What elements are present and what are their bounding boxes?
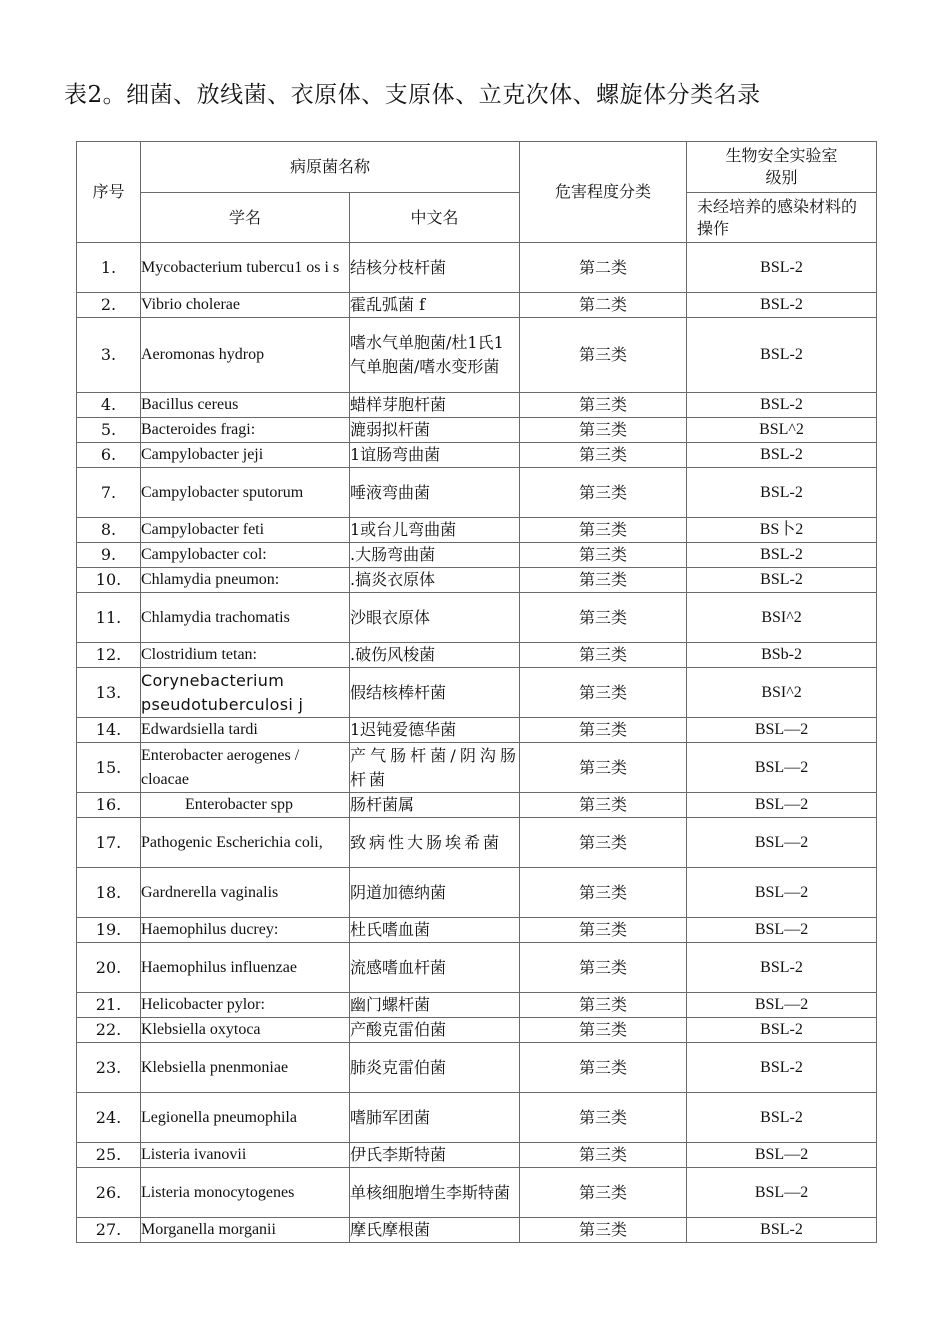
row-number: 22.: [77, 1018, 141, 1043]
chinese-name: 假结核棒杆菌: [350, 668, 520, 718]
biosafety-level: BSI^2: [687, 593, 877, 643]
biosafety-level: BSL-2: [687, 943, 877, 993]
chinese-name: 单核细胞增生李斯特菌: [350, 1168, 520, 1218]
header-biosafety-text: 生物安全实验室级别: [725, 146, 838, 187]
chinese-name: 产酸克雷伯菌: [350, 1018, 520, 1043]
biosafety-level: BSL-2: [687, 393, 877, 418]
chinese-name: 1谊肠弯曲菌: [350, 443, 520, 468]
hazard-class: 第三类: [520, 1143, 687, 1168]
biosafety-level: BSL-2: [687, 543, 877, 568]
row-number: 26.: [77, 1168, 141, 1218]
row-number: 6.: [77, 443, 141, 468]
header-biosafety: [687, 142, 877, 193]
scientific-name: Edwardsiella tardi: [141, 718, 350, 743]
hazard-class: 第三类: [520, 1168, 687, 1218]
biosafety-level: BSb-2: [687, 643, 877, 668]
table-row: [77, 743, 877, 793]
row-number: 18.: [77, 868, 141, 918]
table-row: [77, 668, 877, 718]
row-number: 7.: [77, 468, 141, 518]
row-number: 5.: [77, 418, 141, 443]
scientific-name: Legionella pneumophila: [141, 1093, 350, 1143]
scientific-name: Enterobacter aerogenes / cloacae: [141, 743, 350, 793]
hazard-class: 第二类: [520, 243, 687, 293]
chinese-name: 霍乱弧菌 f: [350, 293, 520, 318]
table-row: [77, 643, 877, 668]
hazard-class: 第三类: [520, 1018, 687, 1043]
scientific-name: Campylobacter jeji: [141, 443, 350, 468]
table-body: [77, 243, 877, 1243]
scientific-name: Vibrio cholerae: [141, 293, 350, 318]
table-row: [77, 543, 877, 568]
header-uncultured-text: 未经培养的感染材料的操作: [697, 196, 858, 238]
header-pathogen-name: 病原菌名称: [141, 142, 520, 193]
row-number: 27.: [77, 1218, 141, 1243]
table-row: [77, 918, 877, 943]
table-row: [77, 1168, 877, 1218]
scientific-name: Listeria monocytogenes: [141, 1168, 350, 1218]
hazard-class: 第三类: [520, 1043, 687, 1093]
header-row: [77, 142, 877, 193]
biosafety-level: BSL-2: [687, 568, 877, 593]
biosafety-level: BSL—2: [687, 1168, 877, 1218]
biosafety-level: BSL—2: [687, 918, 877, 943]
table-row: [77, 818, 877, 868]
table-row: [77, 468, 877, 518]
row-number: 14.: [77, 718, 141, 743]
scientific-name: Campylobacter feti: [141, 518, 350, 543]
row-number: 25.: [77, 1143, 141, 1168]
table-row: [77, 243, 877, 293]
hazard-class: 第三类: [520, 918, 687, 943]
hazard-class: 第三类: [520, 468, 687, 518]
biosafety-level: BSL—2: [687, 868, 877, 918]
row-number: 21.: [77, 993, 141, 1018]
biosafety-level: BSL^2: [687, 418, 877, 443]
chinese-name: .破伤风梭菌: [350, 643, 520, 668]
header-no: 序号: [77, 142, 141, 243]
header-hazard: 危害程度分类: [520, 142, 687, 243]
biosafety-level: BSL-2: [687, 293, 877, 318]
table-row: [77, 1043, 877, 1093]
table-row: [77, 593, 877, 643]
hazard-class: 第三类: [520, 568, 687, 593]
scientific-name: Listeria ivanovii: [141, 1143, 350, 1168]
chinese-name: .搞炎衣原体: [350, 568, 520, 593]
scientific-name: Pathogenic Escherichia coli,: [141, 818, 350, 868]
hazard-class: 第三类: [520, 868, 687, 918]
row-number: 8.: [77, 518, 141, 543]
row-number: 19.: [77, 918, 141, 943]
chinese-name: 嗜肺军团菌: [350, 1093, 520, 1143]
chinese-name: 沙眼衣原体: [350, 593, 520, 643]
biosafety-level: BSL-2: [687, 443, 877, 468]
header-uncultured: [687, 193, 877, 243]
table-row: [77, 568, 877, 593]
chinese-name: 产气肠杆菌/阴沟肠杆菌: [350, 743, 520, 793]
scientific-name: Gardnerella vaginalis: [141, 868, 350, 918]
subheader-row: [77, 193, 877, 243]
table-row: [77, 718, 877, 743]
chinese-name: 1或台儿弯曲菌: [350, 518, 520, 543]
biosafety-level: BSL-2: [687, 1093, 877, 1143]
biosafety-level: BSL—2: [687, 718, 877, 743]
hazard-class: 第三类: [520, 718, 687, 743]
scientific-name: Enterobacter spp: [141, 793, 350, 818]
chinese-name: 致病性大肠埃希菌: [350, 818, 520, 868]
biosafety-level: BSL—2: [687, 1143, 877, 1168]
biosafety-level: BSL—2: [687, 818, 877, 868]
row-number: 4.: [77, 393, 141, 418]
row-number: 9.: [77, 543, 141, 568]
chinese-name: 结核分枝杆菌: [350, 243, 520, 293]
scientific-name: Chlamydia pneumon:: [141, 568, 350, 593]
biosafety-level: BSI^2: [687, 668, 877, 718]
scientific-name: Haemophilus influenzae: [141, 943, 350, 993]
table-row: [77, 443, 877, 468]
scientific-name: Chlamydia trachomatis: [141, 593, 350, 643]
row-number: 24.: [77, 1093, 141, 1143]
table-row: [77, 1218, 877, 1243]
hazard-class: 第三类: [520, 518, 687, 543]
chinese-name: 伊氏李斯特菌: [350, 1143, 520, 1168]
scientific-name: Morganella morganii: [141, 1218, 350, 1243]
table-row: [77, 418, 877, 443]
scientific-name: Bacteroides fragi:: [141, 418, 350, 443]
biosafety-level: BSL-2: [687, 318, 877, 393]
hazard-class: 第三类: [520, 818, 687, 868]
hazard-class: 第三类: [520, 793, 687, 818]
chinese-name: .大肠弯曲菌: [350, 543, 520, 568]
hazard-class: 第三类: [520, 943, 687, 993]
scientific-name: Mycobacterium tubercu1 os i s: [141, 243, 350, 293]
table-row: [77, 868, 877, 918]
page-title: 表2。细菌、放线菌、衣原体、支原体、立克次体、螺旋体分类名录: [64, 82, 761, 108]
table-row: [77, 393, 877, 418]
hazard-class: 第三类: [520, 1093, 687, 1143]
table-row: [77, 1018, 877, 1043]
scientific-name: Klebsiella oxytoca: [141, 1018, 350, 1043]
chinese-name: 杜氏嗜血菌: [350, 918, 520, 943]
row-number: 15.: [77, 743, 141, 793]
table-row: [77, 793, 877, 818]
hazard-class: 第三类: [520, 443, 687, 468]
hazard-class: 第三类: [520, 1218, 687, 1243]
scientific-name: Haemophilus ducrey:: [141, 918, 350, 943]
chinese-name: 唾液弯曲菌: [350, 468, 520, 518]
scientific-name: Aeromonas hydrop: [141, 318, 350, 393]
table-row: [77, 318, 877, 393]
header-chinese: 中文名: [350, 193, 520, 243]
biosafety-level: BSL-2: [687, 1218, 877, 1243]
row-number: 10.: [77, 568, 141, 593]
chinese-name: 1迟钝爱德华菌: [350, 718, 520, 743]
row-number: 11.: [77, 593, 141, 643]
table-row: [77, 1093, 877, 1143]
scientific-name: Klebsiella pnenmoniae: [141, 1043, 350, 1093]
row-number: 17.: [77, 818, 141, 868]
hazard-class: 第二类: [520, 293, 687, 318]
hazard-class: 第三类: [520, 318, 687, 393]
scientific-name: Corynebacterium pseudotuberculosi j: [141, 668, 350, 718]
biosafety-level: BSL—2: [687, 793, 877, 818]
chinese-name: 蜡样芽胞杆菌: [350, 393, 520, 418]
chinese-name: 阴道加德纳菌: [350, 868, 520, 918]
row-number: 20.: [77, 943, 141, 993]
hazard-class: 第三类: [520, 668, 687, 718]
chinese-name: 肺炎克雷伯菌: [350, 1043, 520, 1093]
hazard-class: 第三类: [520, 593, 687, 643]
header-scientific: 学名: [141, 193, 350, 243]
row-number: 3.: [77, 318, 141, 393]
biosafety-level: BSL—2: [687, 993, 877, 1018]
row-number: 12.: [77, 643, 141, 668]
pathogen-table: [76, 141, 877, 1243]
chinese-name: 摩氏摩根菌: [350, 1218, 520, 1243]
row-number: 1.: [77, 243, 141, 293]
table-row: [77, 293, 877, 318]
table-row: [77, 518, 877, 543]
chinese-name: 幽门螺杆菌: [350, 993, 520, 1018]
chinese-name: 肠杆菌属: [350, 793, 520, 818]
scientific-name: Bacillus cereus: [141, 393, 350, 418]
chinese-name: 嗜水气单胞菌/杜1氏1气单胞菌/嗜水变形菌: [350, 318, 520, 393]
biosafety-level: BS卜2: [687, 518, 877, 543]
scientific-name: Campylobacter col:: [141, 543, 350, 568]
hazard-class: 第三类: [520, 993, 687, 1018]
row-number: 2.: [77, 293, 141, 318]
hazard-class: 第三类: [520, 418, 687, 443]
chinese-name: 漉弱拟杆菌: [350, 418, 520, 443]
hazard-class: 第三类: [520, 543, 687, 568]
biosafety-level: BSL-2: [687, 1043, 877, 1093]
hazard-class: 第三类: [520, 393, 687, 418]
row-number: 16.: [77, 793, 141, 818]
scientific-name: Helicobacter pylor:: [141, 993, 350, 1018]
table-row: [77, 993, 877, 1018]
row-number: 13.: [77, 668, 141, 718]
chinese-name: 流感嗜血杆菌: [350, 943, 520, 993]
biosafety-level: BSL—2: [687, 743, 877, 793]
biosafety-level: BSL-2: [687, 468, 877, 518]
table-row: [77, 943, 877, 993]
scientific-name: Clostridium tetan:: [141, 643, 350, 668]
scientific-name: Campylobacter sputorum: [141, 468, 350, 518]
hazard-class: 第三类: [520, 643, 687, 668]
biosafety-level: BSL-2: [687, 243, 877, 293]
row-number: 23.: [77, 1043, 141, 1093]
biosafety-level: BSL-2: [687, 1018, 877, 1043]
table-row: [77, 1143, 877, 1168]
hazard-class: 第三类: [520, 743, 687, 793]
